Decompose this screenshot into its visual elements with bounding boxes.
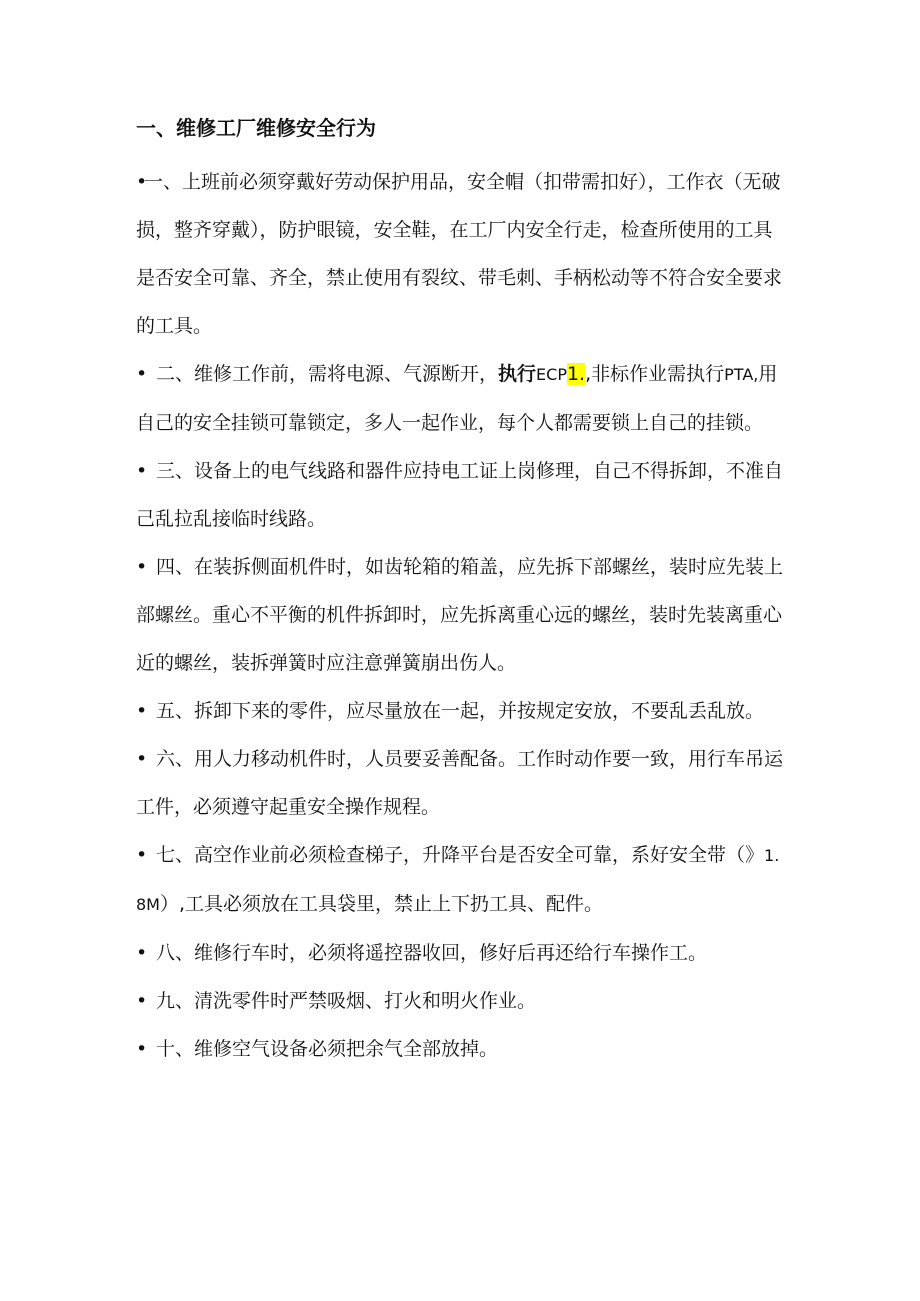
bullet: • — [136, 700, 148, 722]
bullet: • — [136, 942, 148, 964]
bullet: • — [136, 556, 148, 578]
rule-2-code: ECP — [536, 365, 567, 384]
rule-4-text: 四、在装拆侧面机件时，如齿轮箱的箱盖，应先拆下部螺丝，装时应先装上部螺丝。重心不平衡的机件拆卸时，应先拆离重心远的螺丝，装时先装离重心近的螺丝，装拆弹簧时应注意弹簧崩出伤人。 — [136, 556, 784, 674]
rule-7-num: 1.8M — [136, 846, 780, 914]
rule-4 — [136, 543, 786, 687]
rule-2-bold: 执行 — [498, 363, 537, 385]
rule-8-text: 八、维修行车时，必须将遥控器收回，修好后再还给行车操作工。 — [156, 942, 708, 964]
bullet: • — [136, 1038, 148, 1060]
document-title: 一、维修工厂维修安全行为 — [136, 116, 376, 140]
rule-3-text: 三、设备上的电气线路和器件应持电工证上岗修理，自己不得拆卸，不准自己乱拉乱接临时线路。 — [136, 460, 784, 530]
bullet: • — [136, 748, 148, 770]
rule-2-code2: PTA, — [724, 365, 759, 384]
rule-2-part3: 用自己的安全挂锁可靠锁定，多人一起作业，每个人都需要锁上自己的挂锁。 — [136, 363, 778, 434]
rule-9-text: 九、清洗零件时严禁吸烟、打火和明火作业。 — [156, 990, 537, 1012]
bullet: • — [136, 844, 148, 866]
rule-6 — [136, 735, 786, 831]
rule-10-text: 十、维修空气设备必须把余气全部放掉。 — [156, 1038, 499, 1060]
bullet: • — [136, 171, 148, 193]
rule-1 — [136, 158, 786, 350]
rule-9 — [136, 977, 786, 1025]
rule-7-part2: ）,工具必须放在工具袋里，禁止上下扔工具、配件。 — [159, 893, 604, 915]
rule-5-text: 五、拆卸下来的零件，应尽量放在一起，并按规定安放，不要乱丢乱放。 — [156, 700, 765, 722]
rule-2-part1: 二、维修工作前，需将电源、气源断开， — [156, 363, 499, 385]
bullet: • — [136, 990, 148, 1012]
rule-5 — [136, 687, 786, 735]
rule-2 — [136, 350, 786, 447]
rule-2-highlight: 1. — [566, 363, 586, 385]
rule-7 — [136, 831, 786, 929]
rule-10 — [136, 1025, 786, 1073]
rule-8 — [136, 929, 786, 977]
bullet: • — [136, 363, 148, 385]
rule-7-part1: 七、高空作业前必须检查梯子，升降平台是否安全可靠，系好安全带（》 — [156, 844, 765, 866]
rule-1-text: 一、上班前必须穿戴好劳动保护用品，安全帽（扣带需扣好），工作衣（无破损，整齐穿戴），防护眼镜，安全鞋，在工厂内安全行走，检查所使用的工具是否安全可靠、齐全，禁止使用有裂纹、带毛刺、手柄松动等不符合安全要求的工具。 — [136, 171, 783, 337]
rule-2-part2: ,非标作业需执行 — [585, 363, 725, 385]
document-page — [136, 112, 786, 1073]
bullet: • — [136, 460, 148, 482]
rule-6-text: 六、用人力移动机件时，人员要妥善配备。工作时动作要一致，用行车吊运工件，必须遵守起重安全操作规程。 — [136, 748, 784, 818]
rule-3 — [136, 447, 786, 543]
